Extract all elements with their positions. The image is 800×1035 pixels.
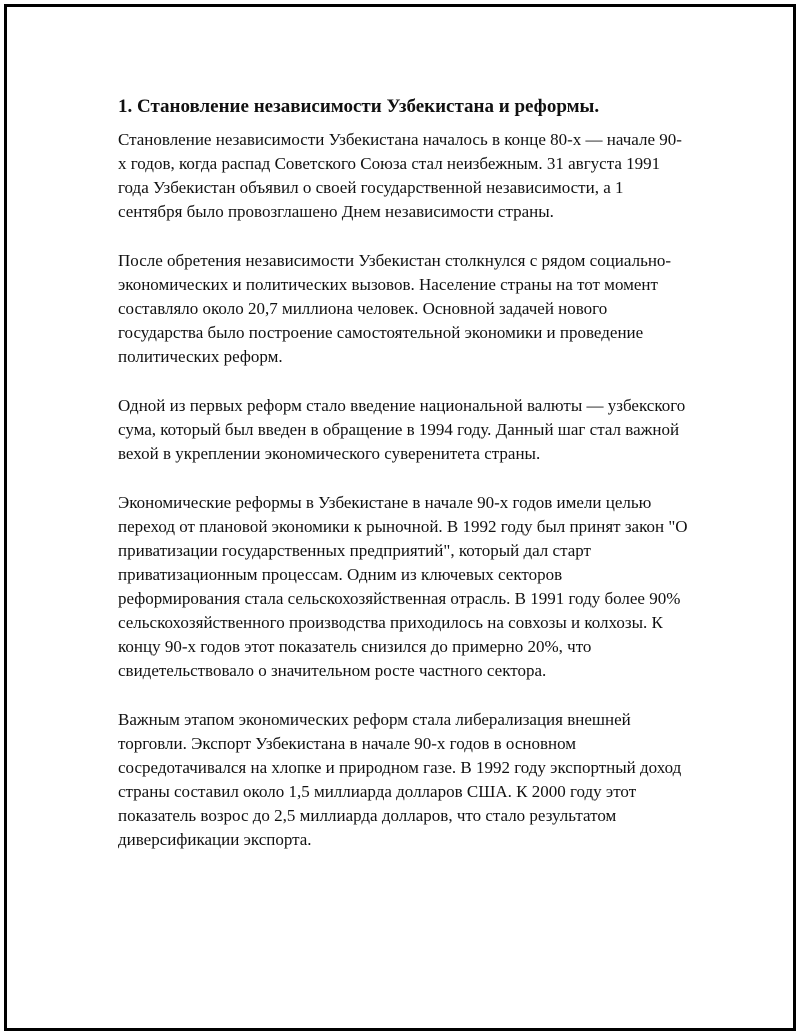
paragraph-trade-liberalization: Важным этапом экономических реформ стала либерализация внешней торговли. Экспорт Узбекистана в начале 90-х годов в основном сосредотачивался на хлопке и природном газе. В 1992 году экспортный доход страны составил около 1,5 миллиарда долларов США. К 2000 году этот показатель возрос до 2,5 миллиарда долларов, что стало результатом диверсификации экспорта. <box>118 709 682 850</box>
section-heading: 1. Становление независимости Узбекистана и реформы. <box>118 96 600 117</box>
paragraph-economic-reforms: Экономические реформы в Узбекистане в начале 90-х годов имели целью переход от плановой экономики к рыночной. В 1992 году был принят закон "О приватизации государственных предприятий", который дал старт приватизационным процессам. Одним из ключевых секторов реформирования стала сельскохозяйственная отрасль. В 1991 году более 90% сельскохозяйственного производства приходилось на совхозы и колхозы. К концу 90-х годов этот показатель снизился до примерно 20%, что свидетельствовало о значительном росте частного сектора. <box>118 492 688 681</box>
paragraph-currency: Одной из первых реформ стало введение национальной валюты — узбекского сума, который был введен в обращение в 1994 году. Данный шаг стал важной вехой в укреплении экономического суверенитета страны. <box>118 395 686 464</box>
document-body <box>118 94 688 877</box>
paragraph-independence: Становление независимости Узбекистана началось в конце 80-х — начале 90-х годов, когда распад Советского Союза стал неизбежным. 31 августа 1991 года Узбекистан объявил о своей государственной независимости, а 1 сентября было провозглашено Днем независимости страны. <box>118 130 682 222</box>
paragraph-challenges: После обретения независимости Узбекистан столкнулся с рядом социально-экономических и политических вызовов. Население страны на тот момент составляло около 20,7 миллиона человек. Основной задачей нового государства было построение самостоятельной экономики и проведение политических реформ. <box>118 250 672 367</box>
